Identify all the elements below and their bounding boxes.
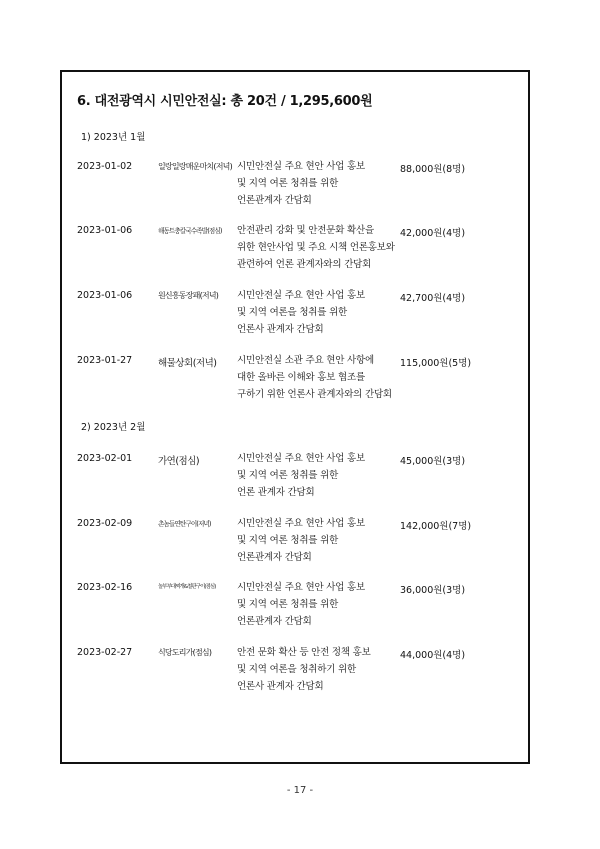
month-label-jan: 1) 2023년 1월	[81, 132, 146, 143]
row-amount: 115,000원(5명)	[400, 358, 472, 369]
section-heading: 6. 대전광역시 시민안전실: 총 20건 / 1,295,600원	[77, 94, 373, 109]
row-place: 해동트충칼국수족발(점심)	[158, 227, 222, 235]
row-date: 2023-02-01	[77, 453, 133, 464]
purpose-line: 시민안전실 주요 현안 사업 홍보	[237, 518, 365, 529]
row-amount: 36,000원(3명)	[400, 585, 466, 596]
purpose-line: 언론 관계자 간담회	[237, 487, 315, 498]
row-amount: 45,000원(3명)	[400, 456, 466, 467]
row-amount: 42,000원(4명)	[400, 228, 466, 239]
content-frame	[60, 70, 530, 764]
row-date: 2023-01-06	[77, 225, 133, 236]
row-purpose	[237, 515, 402, 566]
purpose-line: 언론관계자 간담회	[237, 195, 312, 206]
purpose-line: 및 지역 여론 청취를 위한	[237, 470, 339, 481]
row-place: 촌놈들연탄구이(저녁)	[158, 520, 211, 528]
month-label-feb: 2) 2023년 2월	[81, 422, 146, 433]
row-place: 가연(점심)	[158, 456, 200, 467]
expense-row	[62, 290, 528, 350]
expense-row	[62, 355, 528, 415]
purpose-line: 언론관계자 간담회	[237, 552, 312, 563]
purpose-line: 시민안전실 주요 현안 사업 홍보	[237, 453, 365, 464]
purpose-line: 언론관계자 간담회	[237, 616, 312, 627]
row-amount: 142,000원(7명)	[400, 521, 472, 532]
purpose-line: 및 지역 여론 청취를 위한	[237, 599, 339, 610]
row-date: 2023-01-02	[77, 161, 133, 172]
expense-row	[62, 225, 528, 285]
expense-row	[62, 647, 528, 707]
row-place: 일랑일랑매운마치(저녁)	[158, 162, 232, 171]
row-amount: 42,700원(4명)	[400, 293, 466, 304]
row-purpose	[237, 222, 402, 273]
purpose-line: 위한 현안사업 및 주요 시책 언론홍보와	[237, 242, 395, 253]
expense-row	[62, 582, 528, 642]
purpose-line: 시민안전실 주요 현안 사업 홍보	[237, 161, 365, 172]
row-purpose	[237, 644, 402, 695]
purpose-line: 및 지역 여론 청취를 위한	[237, 535, 339, 546]
purpose-line: 구하기 위한 언론사 관계자와의 간담회	[237, 389, 392, 400]
row-date: 2023-02-16	[77, 582, 133, 593]
row-place: 원신흥동장패(저녁)	[158, 291, 219, 300]
row-place: 식당도리가(점심)	[158, 648, 212, 657]
row-amount: 88,000원(8명)	[400, 164, 466, 175]
purpose-line: 및 지역 여론 청취를 위한	[237, 178, 339, 189]
purpose-line: 및 지역 여론을 청취하기 위한	[237, 664, 357, 675]
purpose-line: 안전 문화 확산 등 안전 정책 홍보	[237, 647, 371, 658]
row-purpose	[237, 352, 402, 403]
purpose-line: 시민안전실 주요 현안 사업 홍보	[237, 290, 365, 301]
expense-row	[62, 518, 528, 578]
expense-row	[62, 453, 528, 513]
purpose-line: 안전관리 강화 및 안전문화 확산을	[237, 225, 374, 236]
row-date: 2023-02-27	[77, 647, 133, 658]
purpose-line: 언론사 관계자 간담회	[237, 681, 324, 692]
row-purpose	[237, 158, 402, 209]
expense-row	[62, 161, 528, 221]
page-number: - 17 -	[286, 785, 314, 796]
row-purpose	[237, 287, 402, 338]
purpose-line: 및 지역 여론을 청취를 위한	[237, 307, 348, 318]
row-purpose	[237, 579, 402, 630]
purpose-line: 관련하여 언론 관계자와의 간담회	[237, 259, 372, 270]
purpose-line: 시민안전실 주요 현안 사업 홍보	[237, 582, 365, 593]
row-purpose	[237, 450, 402, 501]
purpose-line: 대한 올바른 이해와 홍보 협조를	[237, 372, 365, 383]
row-date: 2023-02-09	[77, 518, 133, 529]
purpose-line: 언론사 관계자 간담회	[237, 324, 324, 335]
row-amount: 44,000원(4명)	[400, 650, 466, 661]
row-place: 놀부부대찌개&철판구이(점심)	[158, 584, 216, 590]
row-date: 2023-01-27	[77, 355, 133, 366]
purpose-line: 시민안전실 소관 주요 현안 사항에	[237, 355, 374, 366]
row-date: 2023-01-06	[77, 290, 133, 301]
row-place: 해물상회(저녁)	[158, 358, 217, 369]
